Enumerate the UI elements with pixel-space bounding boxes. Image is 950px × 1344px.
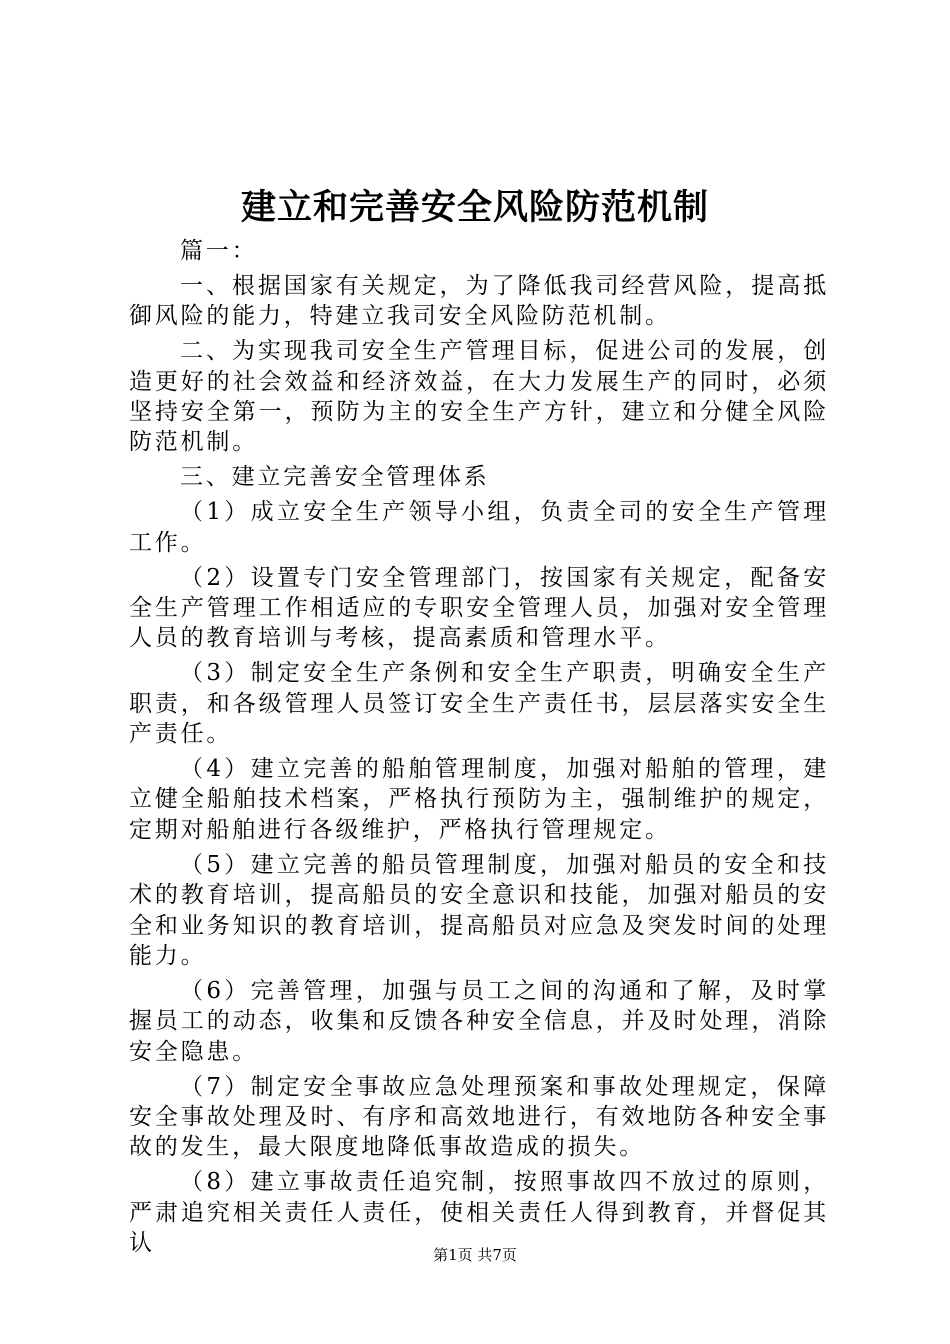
- paragraph-item-3: （3）制定安全生产条例和安全生产职责，明确安全生产职责，和各级管理人员签订安全生产责任书，层层落实安全生产责任。: [129, 660, 829, 748]
- section-heading-part-one: 篇一：: [180, 238, 258, 264]
- paragraph-clause-1: 一、根据国家有关规定，为了降低我司经营风险，提高抵御风险的能力，特建立我司安全风险防范机制。: [129, 272, 829, 330]
- page-number-label: 第1页 共7页: [433, 1246, 517, 1264]
- paragraph-item-5: （5）建立完善的船员管理制度，加强对船员的安全和技术的教育培训，提高船员的安全意识和技能，加强对船员的安全和业务知识的教育培训，提高船员对应急及突发时间的处理能力。: [129, 851, 829, 969]
- paragraph-item-2: （2）设置专门安全管理部门，按国家有关规定，配备安全生产管理工作相适应的专职安全管理人员，加强对安全管理人员的教育培训与考核，提高素质和管理水平。: [129, 564, 829, 652]
- paragraph-clause-2: 二、为实现我司安全生产管理目标，促进公司的发展，创造更好的社会效益和经济效益，在大力发展生产的同时，必须坚持安全第一，预防为主的安全生产方针，建立和分健全风险防范机制。: [129, 338, 829, 456]
- paragraph-clause-3-heading: 三、建立完善安全管理体系: [180, 464, 490, 491]
- paragraph-item-8: （8）建立事故责任追究制，按照事故四不放过的原则，严肃追究相关责任人责任，使相关责任人得到教育，并督促其认: [129, 1169, 829, 1257]
- paragraph-item-4: （4）建立完善的船舶管理制度，加强对船舶的管理，建立健全船舶技术档案，严格执行预防为主，强制维护的规定，定期对船舶进行各级维护，严格执行管理规定。: [129, 756, 829, 843]
- paragraph-item-6: （6）完善管理，加强与员工之间的沟通和了解，及时掌握员工的动态，收集和反馈各种安全信息，并及时处理，消除安全隐患。: [129, 977, 829, 1065]
- paragraph-item-1: （1）成立安全生产领导小组，负责全司的安全生产管理工作。: [129, 499, 829, 556]
- document-title: 建立和完善安全风险防范机制: [240, 187, 709, 228]
- document-body: [129, 236, 829, 1259]
- paragraph-item-7: （7）制定安全事故应急处理预案和事故处理规定，保障安全事故处理及时、有序和高效地进行，有效地防各种安全事故的发生，最大限度地降低事故造成的损失。: [129, 1073, 829, 1161]
- page-footer: [0, 1244, 950, 1266]
